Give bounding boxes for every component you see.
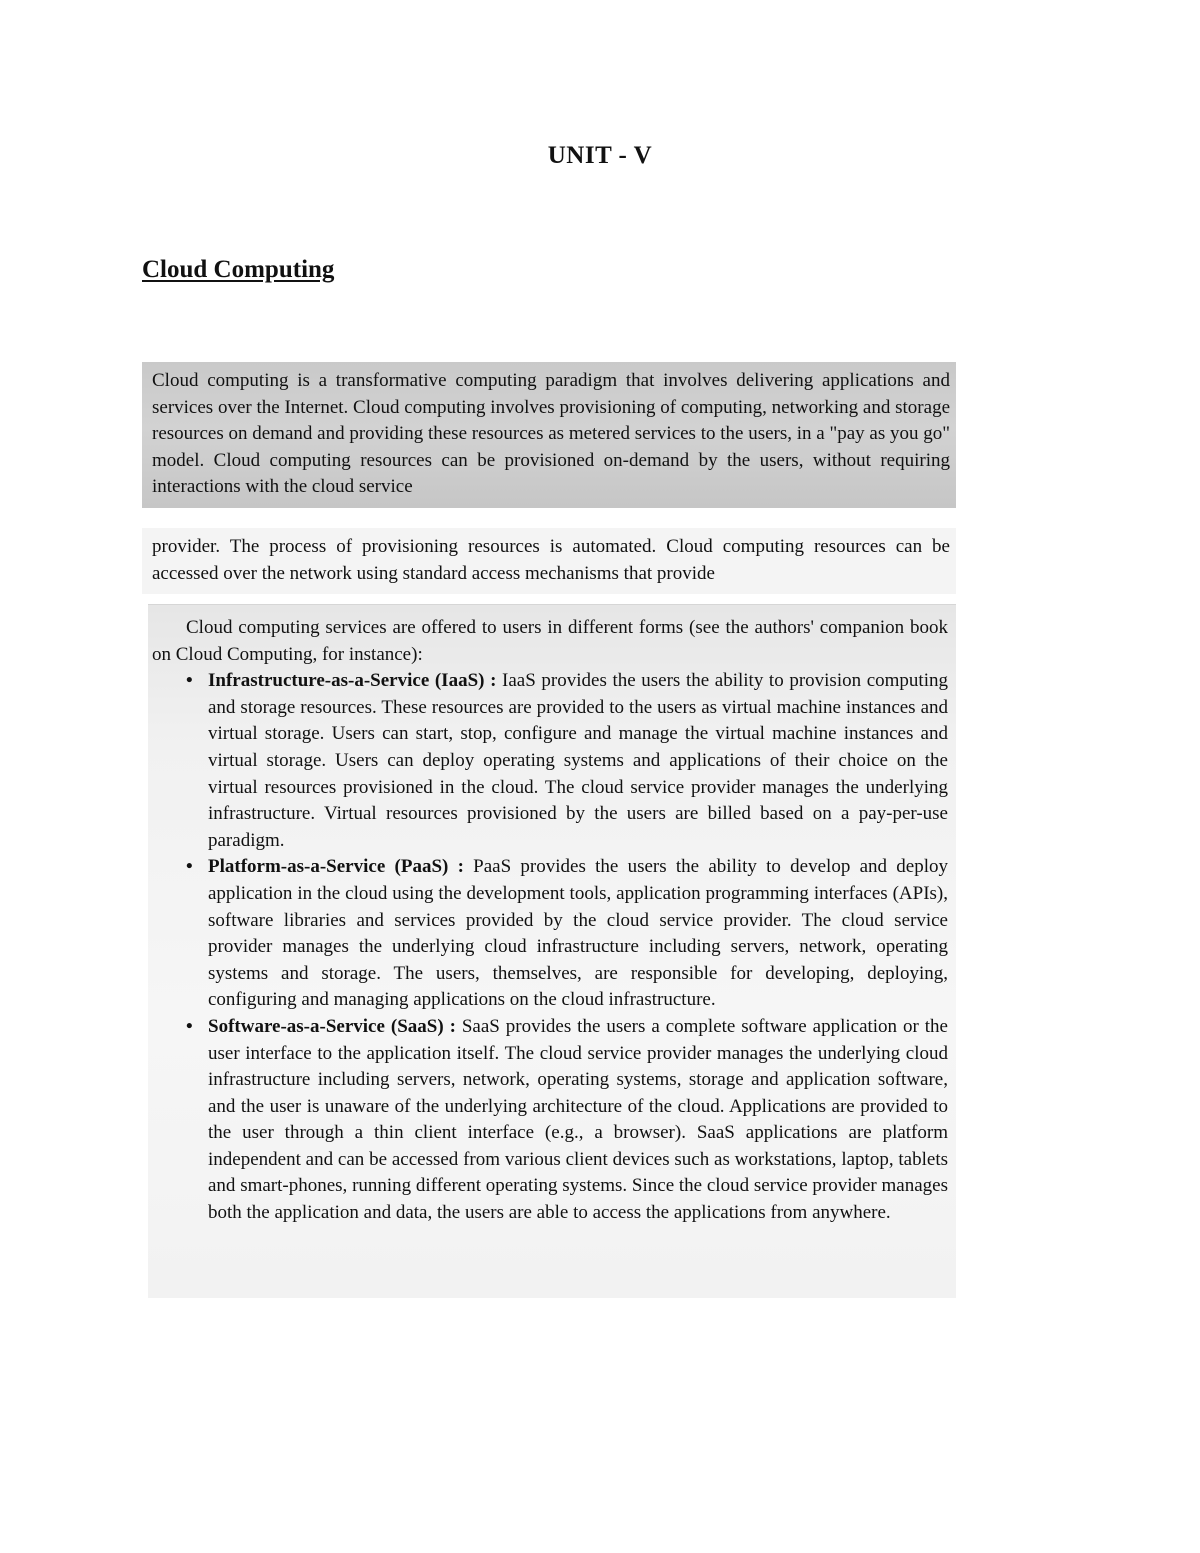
- service-term: Infrastructure-as-a-Service (IaaS) :: [208, 670, 497, 692]
- service-term: Software-as-a-Service (SaaS) :: [208, 1015, 456, 1037]
- bullet-icon: •: [186, 856, 193, 878]
- scanned-services-section: [148, 604, 956, 1298]
- list-item-saas: [152, 1014, 948, 1227]
- scanned-paragraph-1: [142, 362, 956, 508]
- service-term: Platform-as-a-Service (PaaS) :: [208, 856, 464, 878]
- bullet-icon: •: [186, 670, 193, 692]
- service-list: [152, 668, 948, 1226]
- service-description: IaaS provides the users the ability to provision computing and storage resources. These resources are provided to the users as virtual machine instances and virtual storage. Users can start, stop, configure and manage the virtual machine instances and virtual storage. Users can deploy operating systems and applications of their choice on the virtual resources provisioned in the cloud. The cloud service provider manages the underlying infrastructure. Virtual resources provisioned by the users are billed based on a pay-per-use paradigm.: [208, 670, 948, 851]
- services-intro: Cloud computing services are offered to users in different forms (see the authors' companion book on Cloud Computing, for instance):: [152, 617, 948, 665]
- paragraph-text: provider. The process of provisioning resources is automated. Cloud computing resources can be accessed over the network using standard access mechanisms that provide: [152, 536, 950, 584]
- list-item-iaas: [152, 668, 948, 854]
- service-description: PaaS provides the users the ability to develop and deploy application in the cloud using the development tools, application programming interfaces (APIs), software libraries and services provided by the cloud service provider. The cloud service provider manages the underlying cloud infrastructure including servers, network, operating systems and storage. The users, themselves, are responsible for developing, deploying, configuring and managing applications on the cloud infrastructure.: [208, 856, 948, 1011]
- service-description: SaaS provides the users a complete software application or the user interface to the application itself. The cloud service provider manages the underlying cloud infrastructure including servers, network, operating systems, storage and application software, and the user is unaware of the underlying architecture of the cloud. Applications are provided to the user through a thin client interface (e.g., a browser). SaaS applications are platform independent and can be accessed from various client devices such as workstations, laptop, tablets and smart-phones, running different operating systems. Since the cloud service provider manages both the application and data, the users are able to access the applications from anywhere.: [208, 1015, 948, 1224]
- list-item-paas: [152, 854, 948, 1014]
- unit-title: UNIT - V: [547, 142, 653, 169]
- paragraph-text: Cloud computing is a transformative computing paradigm that involves delivering applications and services over the Internet. Cloud computing involves provisioning of computing, networking and storage resources on demand and providing these resources as metered services to the users, in a "pay as you go" model. Cloud computing resources can be provisioned on-demand by the users, without requiring interactions with the cloud service: [152, 370, 950, 498]
- section-heading: Cloud Computing: [142, 256, 335, 283]
- scanned-paragraph-2: [142, 528, 956, 594]
- bullet-icon: •: [186, 1015, 193, 1037]
